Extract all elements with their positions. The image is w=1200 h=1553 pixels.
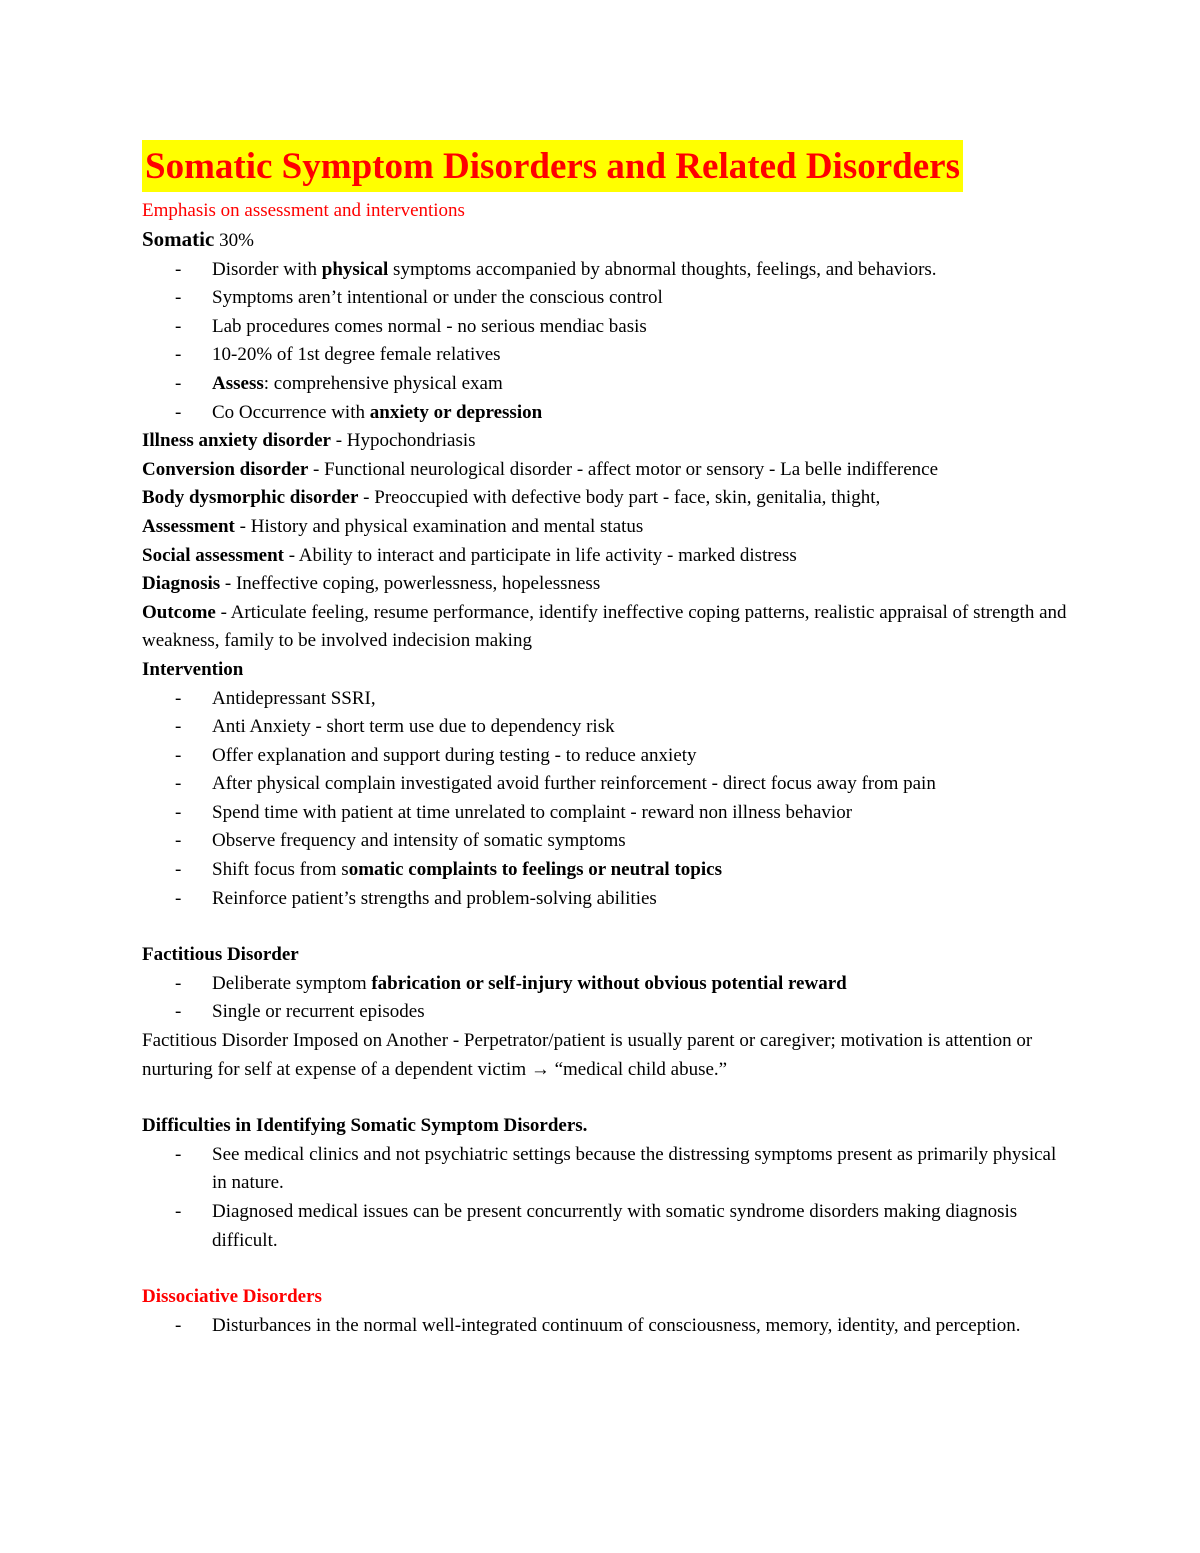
- spacer: [142, 1084, 1072, 1112]
- page-title: Somatic Symptom Disorders and Related Disorders: [142, 140, 963, 192]
- term-description: - Articulate feeling, resume performance, identify ineffective coping patterns, realistic appraisal of strength and weakness, family to be involved indecision making: [142, 601, 1067, 652]
- intervention-list: [142, 685, 1072, 914]
- dash-bullet: -: [175, 1001, 182, 1023]
- list-item: [142, 713, 1072, 742]
- factitious-label: Factitious Disorder: [142, 944, 299, 966]
- dash-bullet: -: [175, 372, 182, 394]
- list-item: [142, 799, 1072, 828]
- term-label: Diagnosis: [142, 573, 221, 595]
- dash-bullet: -: [175, 744, 182, 766]
- dash-bullet: -: [175, 773, 182, 795]
- list-item: [142, 856, 1072, 885]
- list-item: [142, 284, 1072, 313]
- title-row: [142, 140, 1072, 192]
- somatic-value: 30%: [214, 230, 254, 251]
- term-description: - History and physical examination and mental status: [234, 515, 644, 537]
- list-item-text: Lab procedures comes normal - no serious mendiac basis: [212, 315, 647, 337]
- term-description: - Hypochondriasis: [330, 430, 476, 452]
- list-item-text: Deliberate symptom: [212, 972, 372, 994]
- list-item-text: Symptoms aren’t intentional or under the conscious control: [212, 287, 663, 309]
- list-item: [142, 742, 1072, 771]
- dissociative-heading: [142, 1283, 1072, 1312]
- term-line: [142, 542, 1072, 571]
- list-item: [142, 970, 1072, 999]
- dash-bullet: -: [175, 1143, 182, 1165]
- dash-bullet: -: [175, 1314, 182, 1336]
- list-item: [142, 998, 1072, 1027]
- list-item-text: Anti Anxiety - short term use due to dependency risk: [212, 716, 615, 738]
- dash-bullet: -: [175, 344, 182, 366]
- term-line: [142, 513, 1072, 542]
- term-line: [142, 456, 1072, 485]
- term-label: Body dysmorphic disorder: [142, 487, 359, 509]
- list-item-text: Offer explanation and support during testing - to reduce anxiety: [212, 744, 697, 766]
- list-item-bold-text: Assess: [212, 372, 264, 394]
- list-item: [142, 770, 1072, 799]
- list-item: [142, 313, 1072, 342]
- factitious-imposed-text: Factitious Disorder Imposed on Another - Perpetrator/patient is usually parent or caregiver; motivation is attention or nurturing for self at expense of a dependent victim → “medical child abuse.”: [142, 1030, 1033, 1080]
- list-item-bold-text: physical: [321, 258, 389, 280]
- difficulties-list: [142, 1141, 1072, 1255]
- list-item-text: See medical clinics and not psychiatric settings because the distressing symptoms present as primarily physical in nature.: [212, 1143, 1057, 1194]
- list-item-bold-text: fabrication or self-injury without obvious potential reward: [371, 972, 847, 994]
- term-line: [142, 427, 1072, 456]
- list-item-text: After physical complain investigated avoid further reinforcement - direct focus away from pain: [212, 773, 936, 795]
- dash-bullet: -: [175, 972, 182, 994]
- factitious-list: [142, 970, 1072, 1027]
- term-description: - Preoccupied with defective body part - face, skin, genitalia, thight,: [358, 487, 881, 509]
- dash-bullet: -: [175, 716, 182, 738]
- list-item-bold-text: omatic complaints to feelings or neutral topics: [348, 859, 722, 881]
- term-label: Social assessment: [142, 544, 284, 566]
- term-description: - Functional neurological disorder - affect motor or sensory - La belle indifference: [308, 458, 939, 480]
- term-line: [142, 484, 1072, 513]
- dash-bullet: -: [175, 1201, 182, 1222]
- list-item: [142, 1141, 1072, 1198]
- list-item: [142, 256, 1072, 285]
- list-item-text: 10-20% of 1st degree female relatives: [212, 344, 501, 366]
- list-item-text: : comprehensive physical exam: [263, 372, 503, 394]
- list-item-text: Spend time with patient at time unrelated to complaint - reward non illness behavior: [212, 801, 853, 823]
- term-line: [142, 599, 1072, 656]
- list-item: [142, 885, 1072, 914]
- list-item-text: Antidepressant SSRI,: [212, 687, 376, 709]
- term-description: - Ability to interact and participate in life activity - marked distress: [283, 544, 797, 566]
- dash-bullet: -: [175, 687, 182, 709]
- dissociative-list: [142, 1312, 1072, 1341]
- term-label: Conversion disorder: [142, 458, 309, 480]
- factitious-heading: [142, 941, 1072, 970]
- somatic-heading: [142, 225, 1072, 256]
- dash-bullet: -: [175, 859, 182, 881]
- list-item-text: Disturbances in the normal well-integrated continuum of consciousness, memory, identity, and perception.: [212, 1314, 1021, 1336]
- term-label: Illness anxiety disorder: [142, 430, 331, 452]
- dash-bullet: -: [175, 287, 182, 309]
- dash-bullet: -: [175, 830, 182, 852]
- term-line: [142, 570, 1072, 599]
- list-item-text: Single or recurrent episodes: [212, 1001, 425, 1023]
- dash-bullet: -: [175, 887, 182, 909]
- list-item: [142, 827, 1072, 856]
- difficulties-heading: [142, 1112, 1072, 1141]
- somatic-list: [142, 256, 1072, 428]
- list-item-text: Reinforce patient’s strengths and problem-solving abilities: [212, 887, 657, 909]
- list-item-text: Diagnosed medical issues can be present concurrently with somatic syndrome disorders making diagnosis difficult.: [212, 1201, 1018, 1251]
- intervention-label: Intervention: [142, 658, 244, 680]
- list-item: [142, 685, 1072, 714]
- dash-bullet: -: [175, 401, 182, 423]
- subtitle: Emphasis on assessment and interventions: [142, 200, 465, 221]
- list-item: [142, 1312, 1072, 1341]
- spacer: [142, 913, 1072, 941]
- terms-block: [142, 427, 1072, 656]
- term-description: - Ineffective coping, powerlessness, hopelessness: [220, 573, 601, 595]
- list-item: [142, 399, 1072, 428]
- dissociative-label: Dissociative Disorders: [142, 1286, 322, 1308]
- list-item: [142, 370, 1072, 399]
- list-item: [142, 341, 1072, 370]
- term-label: Outcome: [142, 601, 216, 623]
- dash-bullet: -: [175, 315, 182, 337]
- list-item-text: Disorder with: [212, 258, 322, 280]
- term-label: Assessment: [142, 515, 235, 537]
- list-item-text: Shift focus from s: [212, 859, 349, 881]
- spacer: [142, 1255, 1072, 1283]
- somatic-label: Somatic: [142, 227, 215, 251]
- dash-bullet: -: [175, 801, 182, 823]
- list-item-bold-text: anxiety or depression: [369, 401, 543, 423]
- intervention-heading: [142, 656, 1072, 685]
- list-item: [142, 1198, 1072, 1255]
- dash-bullet: -: [175, 258, 182, 280]
- difficulties-label: Difficulties in Identifying Somatic Symptom Disorders.: [142, 1115, 588, 1137]
- list-item-text: Co Occurrence with: [212, 401, 370, 423]
- list-item-text: symptoms accompanied by abnormal thoughts, feelings, and behaviors.: [388, 258, 937, 280]
- document-content: [142, 140, 1072, 1340]
- list-item-text: Observe frequency and intensity of somatic symptoms: [212, 830, 626, 852]
